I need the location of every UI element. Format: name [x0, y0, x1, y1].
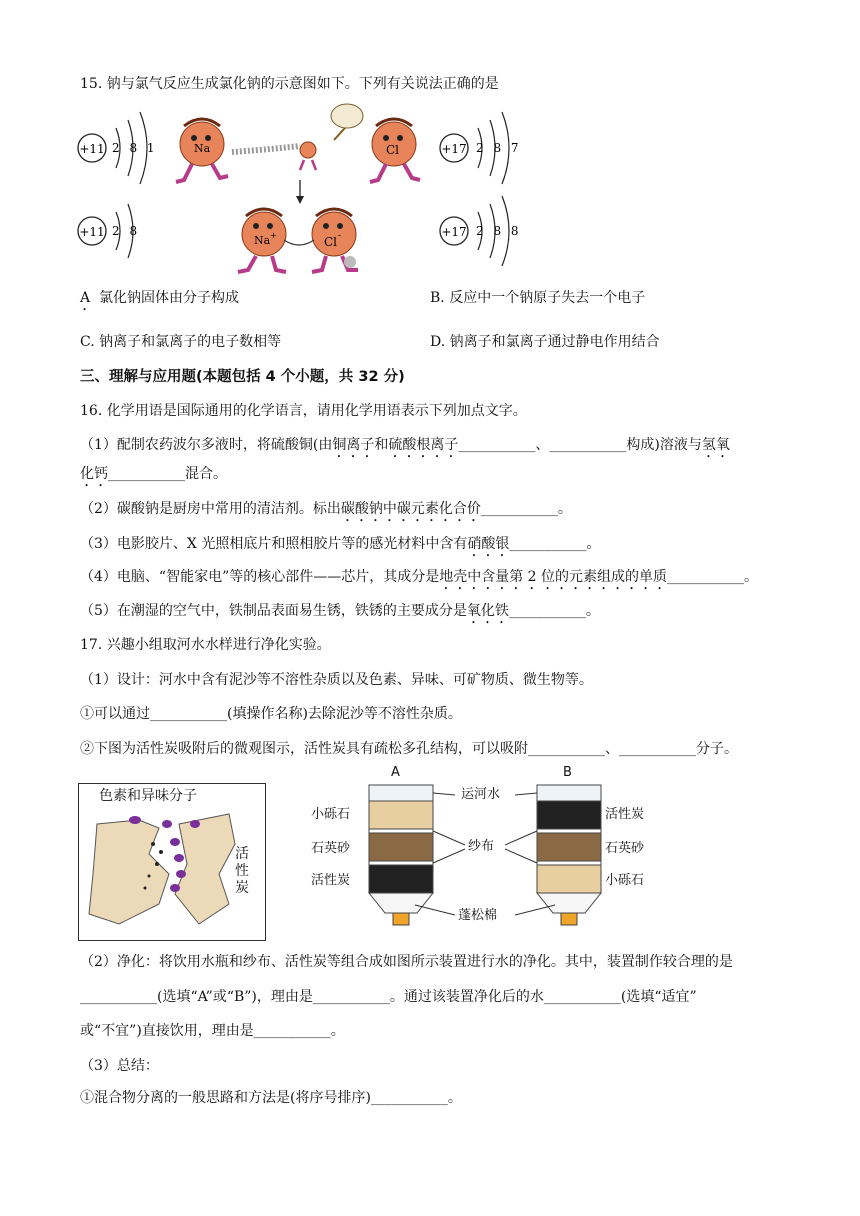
- svg-text:Cl: Cl: [386, 143, 400, 157]
- section-3-heading: 三、理解与应用题(本题包括 4 个小题，共 32 分): [80, 369, 405, 385]
- na-ion-structure: [78, 204, 140, 258]
- adsorption-figure: [78, 783, 266, 941]
- na-cartoon: [176, 119, 228, 182]
- na-atom-structure: [78, 112, 158, 184]
- svg-text:Cl: Cl: [324, 235, 338, 249]
- cl-ion-cartoon: [312, 209, 358, 272]
- na-ion-nucleus: +11: [79, 225, 105, 239]
- cotton-label: 蓬松棉: [458, 908, 498, 923]
- q16-part1-line1: （1）配制农药波尔多液时，将硫酸铜(由铜离子和硫酸根离子___________、___________构成)溶液与氢氧: [80, 437, 730, 453]
- filter-apparatus-figure: [305, 765, 655, 945]
- svg-text:Na: Na: [194, 142, 211, 155]
- option-a-text: 氯化钠固体由分子构成: [99, 290, 240, 306]
- filter-b-layer-3: 小砾石: [605, 873, 645, 888]
- q16-stem: 16. 化学用语是国际通用的化学语言，请用化学用语表示下列加点文字。: [80, 403, 527, 419]
- q15-option-d[interactable]: D. 钠离子和氯离子通过静电作用结合: [430, 334, 660, 350]
- filter-a-layer-3: 活性炭: [311, 873, 351, 888]
- q15-option-b[interactable]: B. 反应中一个钠原子失去一个电子: [430, 290, 646, 306]
- electron-chain: [232, 142, 316, 170]
- option-a-letter: A: [80, 290, 91, 306]
- q16-part5: （5）在潮湿的空气中，铁制品表面易生锈，铁锈的主要成分是氧化铁___________。: [80, 603, 600, 619]
- cl-atom-shells: 2 8 7: [476, 141, 522, 155]
- q17-purify-line3: 或“不宜”)直接饮用，理由是___________。: [80, 1023, 345, 1039]
- filter-a-label: A: [391, 765, 400, 780]
- river-water-label: 运河水: [461, 787, 501, 802]
- q17-summary-1: ①混合物分离的一般思路和方法是(将序号排序)___________。: [80, 1090, 462, 1106]
- filter-a-layer-1: 小砾石: [311, 807, 351, 822]
- reaction-arrow: [296, 180, 304, 204]
- svg-text:-: -: [338, 231, 342, 241]
- cl-ion-nucleus: +17: [441, 225, 467, 239]
- cl-ion-shells: 2 8 8: [476, 224, 522, 238]
- filter-a-layer-2: 石英砂: [311, 841, 351, 856]
- q17-summary: （3）总结：: [80, 1058, 159, 1074]
- na-atom-nucleus: +11: [79, 142, 105, 156]
- catching-net: [331, 104, 363, 140]
- filter-a: [369, 785, 433, 925]
- q17-purify-line1: （2）净化：将饮用水瓶和纱布、活性炭等组合成如图所示装置进行水的净化。其中，装置制作较合理的是: [80, 954, 733, 970]
- svg-text:Na: Na: [254, 234, 271, 247]
- q17-design-2: ②下图为活性炭吸附后的微观图示，活性炭具有疏松多孔结构，可以吸附___________、___________分子。: [80, 741, 738, 757]
- adsorption-figure-title: 色素和异味分子: [99, 788, 197, 804]
- filter-b: [537, 785, 601, 925]
- filter-b-layer-1: 活性炭: [605, 807, 645, 822]
- q16-part1-line2: 化钙___________混合。: [80, 466, 227, 482]
- q15-option-c[interactable]: C. 钠离子和氯离子的电子数相等: [80, 334, 282, 350]
- cl-ion-structure: [440, 196, 522, 266]
- na-ion-shells: 2 8: [112, 224, 141, 238]
- activated-carbon-label: 活 性 炭: [235, 846, 249, 896]
- cl-cartoon: [370, 119, 420, 182]
- q17-purify-line2: ___________(选填“A”或“B”)，理由是___________。通过该装置净化后的水___________(选填“适宜”: [80, 989, 697, 1005]
- gauze-label: 纱布: [468, 839, 495, 854]
- filter-b-layer-2: 石英砂: [605, 841, 645, 856]
- cl-atom-structure: [440, 112, 522, 184]
- q17-design: （1）设计：河水中含有泥沙等不溶性杂质以及色素、异味、可矿物质、微生物等。: [80, 672, 593, 688]
- cl-atom-nucleus: +17: [441, 142, 467, 156]
- na-ion-cartoon: [238, 209, 286, 272]
- q15-option-a[interactable]: [80, 289, 239, 314]
- q16-part3: （3）电影胶片、X 光照相底片和照相胶片等的感光材料中含有硝酸银___________。: [80, 536, 601, 552]
- q16-part4: （4）电脑、“智能家电”等的核心部件——芯片，其成分是地壳中含量第 2 位的元素组成的单质___________。: [80, 569, 759, 585]
- q15-stem: 15. 钠与氯气反应生成氯化钠的示意图如下。下列有关说法正确的是: [80, 76, 499, 92]
- q17-stem: 17. 兴趣小组取河水水样进行净化实验。: [80, 637, 331, 653]
- q15-reaction-diagram: [72, 100, 532, 280]
- q16-part2: （2）碳酸钠是厨房中常用的清洁剂。标出碳酸钠中碳元素化合价___________。: [80, 501, 572, 517]
- na-atom-shells: 2 8 1: [112, 141, 158, 155]
- q17-design-1: ①可以通过___________(填操作名称)去除泥沙等不溶性杂质。: [80, 706, 462, 722]
- svg-text:+: +: [270, 231, 277, 240]
- filter-b-label: B: [563, 765, 572, 780]
